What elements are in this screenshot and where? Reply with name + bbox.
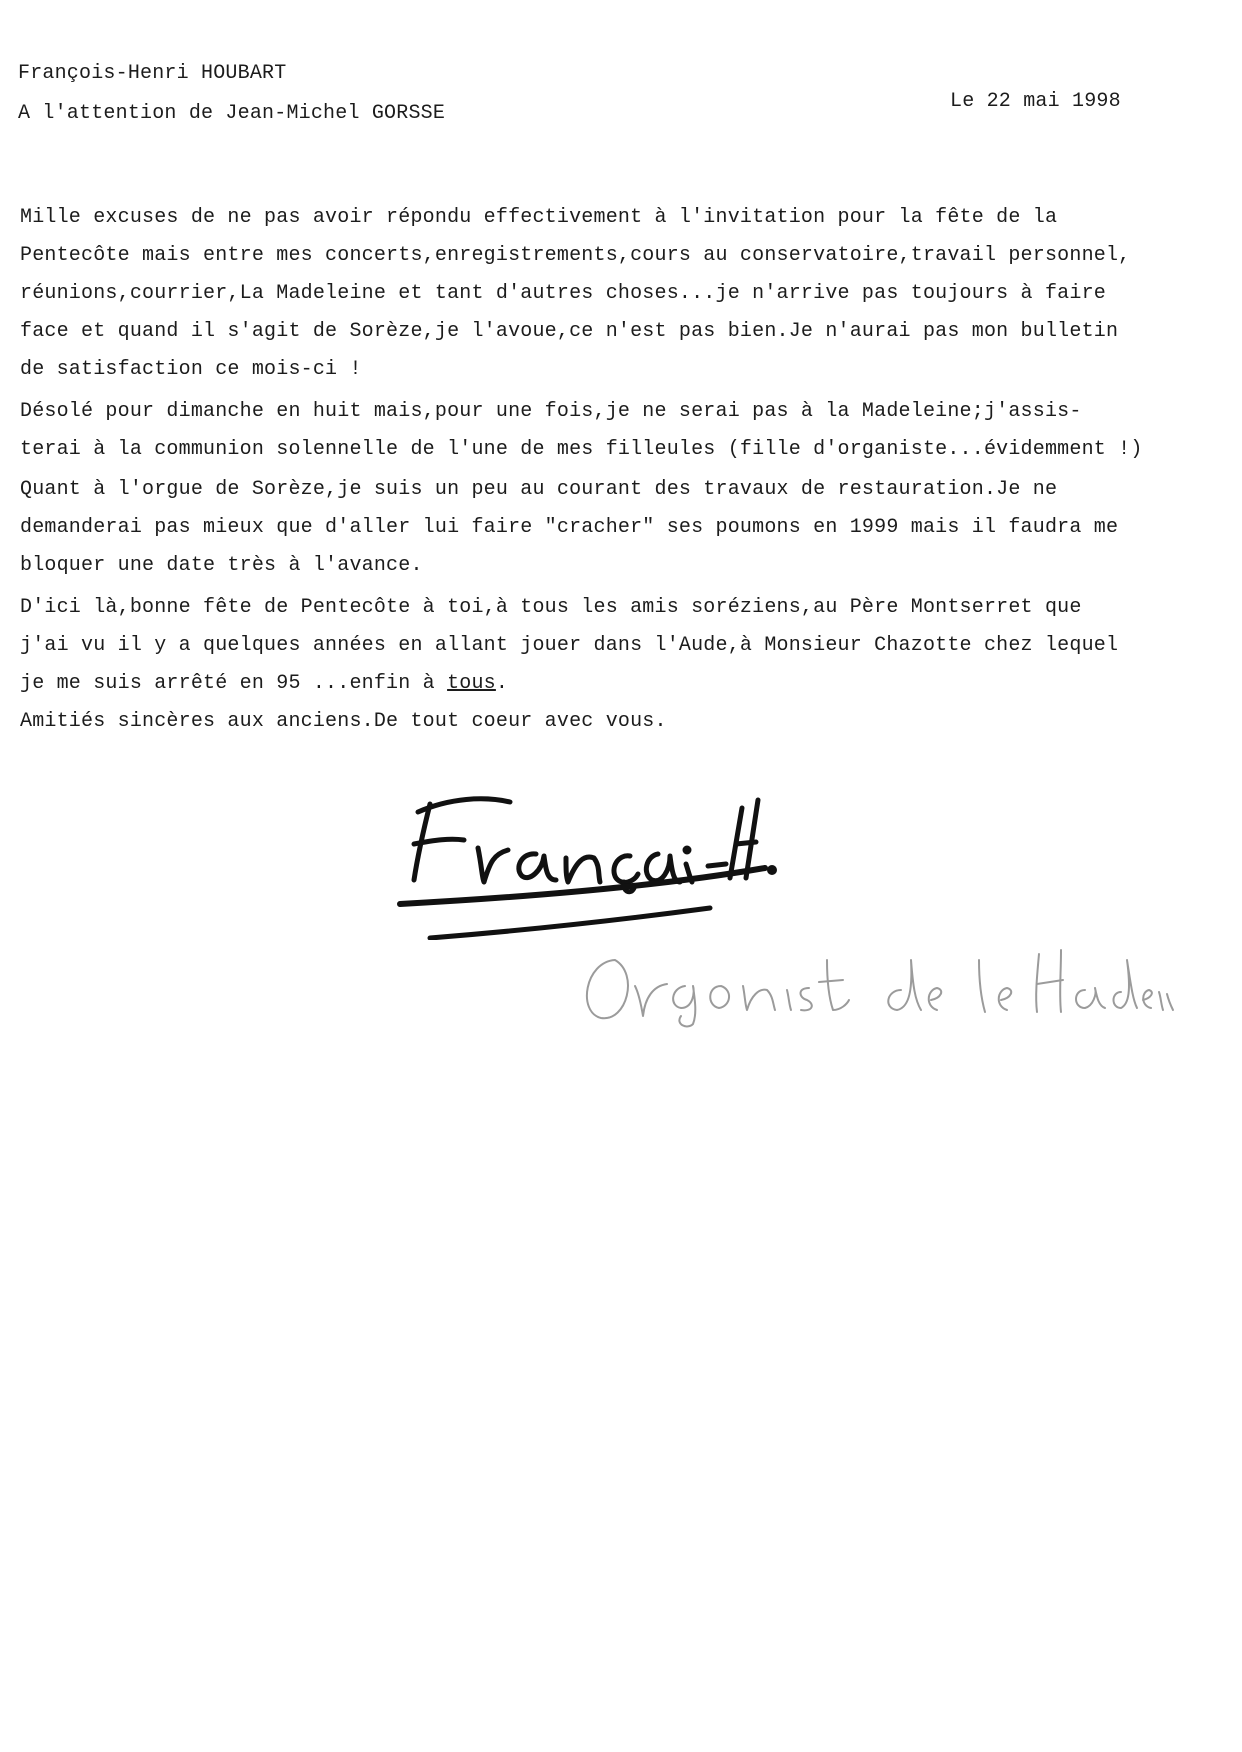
body-line: bloquer une date très à l'avance. <box>20 554 423 577</box>
recipient-line: A l'attention de Jean-Michel GORSSE <box>18 102 446 125</box>
body-line: réunions,courrier,La Madeleine et tant d'autres choses...je n'arrive pas toujours à faire <box>20 282 1106 305</box>
body-line: j'ai vu il y a quelques années en allant jouer dans l'Aude,à Monsieur Chazotte chez lequel <box>20 634 1119 657</box>
annotation-mark <box>575 920 1175 1030</box>
body-line: Pentecôte mais entre mes concerts,enregistrements,cours au conservatoire,travail personnel, <box>20 244 1131 267</box>
body-line-final <box>20 672 508 696</box>
body-line: de satisfaction ce mois-ci ! <box>20 358 362 381</box>
body-line-text: je me suis arrêté en 95 ...enfin à <box>20 672 448 695</box>
sender-name: François-Henri HOUBART <box>18 62 287 85</box>
closing-line: Amitiés sincères aux anciens.De tout coeur avec vous. <box>20 710 667 733</box>
body-line: Désolé pour dimanche en huit mais,pour une fois,je ne serai pas à la Madeleine;j'assis- <box>20 400 1082 423</box>
signature-mark <box>390 770 780 940</box>
body-line: demanderai pas mieux que d'aller lui faire "cracher" ses poumons en 1999 mais il faudra me <box>20 516 1119 539</box>
body-line: face et quand il s'agit de Sorèze,je l'avoue,ce n'est pas bien.Je n'aurai pas mon bulletin <box>20 320 1119 343</box>
letter-date: Le 22 mai 1998 <box>950 90 1121 113</box>
body-line: Mille excuses de ne pas avoir répondu effectivement à l'invitation pour la fête de la <box>20 206 1058 229</box>
body-line: terai à la communion solennelle de l'une de mes filleules (fille d'organiste...évidemment !) <box>20 438 1143 461</box>
emphasis-tail: . <box>495 672 509 695</box>
emphasis-word: tous <box>447 672 496 695</box>
body-line: D'ici là,bonne fête de Pentecôte à toi,à tous les amis soréziens,au Père Montserret que <box>20 596 1082 619</box>
body-line: Quant à l'orgue de Sorèze,je suis un peu au courant des travaux de restauration.Je ne <box>20 478 1058 501</box>
